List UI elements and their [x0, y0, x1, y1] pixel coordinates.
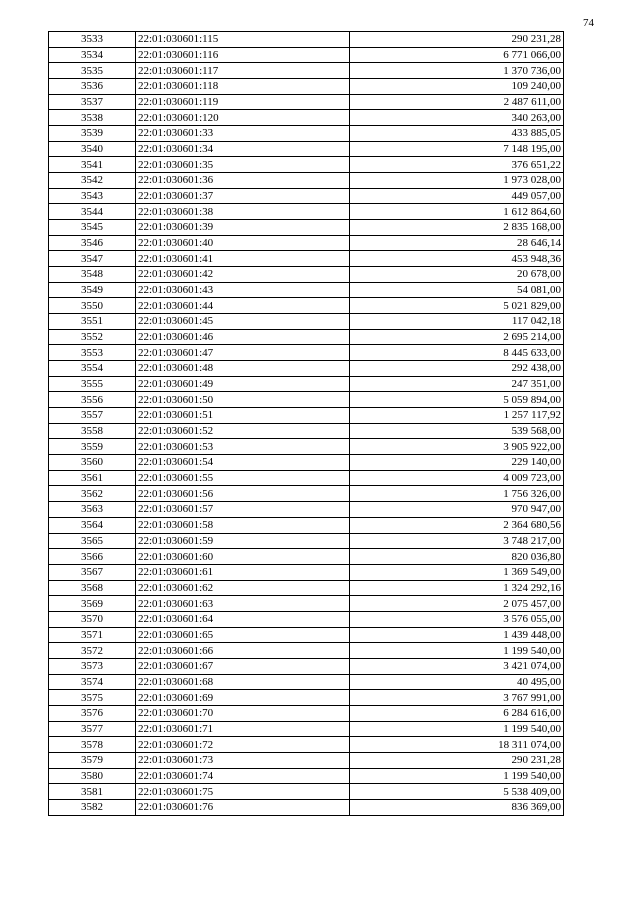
cadastral-number-cell: 22:01:030601:117 [136, 63, 350, 79]
cadastral-value-cell: 3 767 991,00 [350, 690, 564, 706]
table-row [49, 392, 564, 408]
table-row [49, 188, 564, 204]
row-number-cell: 3536 [49, 79, 136, 95]
cadastral-value-cell: 3 905 922,00 [350, 439, 564, 455]
cadastral-value-cell: 539 568,00 [350, 423, 564, 439]
row-number-cell: 3560 [49, 455, 136, 471]
cadastral-value-cell: 109 240,00 [350, 79, 564, 95]
cadastral-number-cell: 22:01:030601:71 [136, 721, 350, 737]
table-row [49, 455, 564, 471]
cadastral-value-cell: 2 487 611,00 [350, 94, 564, 110]
row-number-cell: 3534 [49, 47, 136, 63]
row-number-cell: 3582 [49, 799, 136, 815]
cadastral-value-table [48, 31, 564, 816]
row-number-cell: 3548 [49, 267, 136, 283]
row-number-cell: 3552 [49, 329, 136, 345]
table-row [49, 141, 564, 157]
cadastral-number-cell: 22:01:030601:65 [136, 627, 350, 643]
table-row [49, 611, 564, 627]
row-number-cell: 3575 [49, 690, 136, 706]
row-number-cell: 3542 [49, 173, 136, 189]
cadastral-value-cell: 6 771 066,00 [350, 47, 564, 63]
table-row [49, 674, 564, 690]
row-number-cell: 3559 [49, 439, 136, 455]
cadastral-value-cell: 3 576 055,00 [350, 611, 564, 627]
cadastral-number-cell: 22:01:030601:73 [136, 752, 350, 768]
table-row [49, 549, 564, 565]
row-number-cell: 3558 [49, 423, 136, 439]
cadastral-number-cell: 22:01:030601:37 [136, 188, 350, 204]
cadastral-value-cell: 5 059 894,00 [350, 392, 564, 408]
table-row [49, 580, 564, 596]
table-row [49, 345, 564, 361]
cadastral-value-cell: 1 439 448,00 [350, 627, 564, 643]
row-number-cell: 3549 [49, 282, 136, 298]
cadastral-value-cell: 3 421 074,00 [350, 658, 564, 674]
cadastral-value-cell: 2 695 214,00 [350, 329, 564, 345]
row-number-cell: 3538 [49, 110, 136, 126]
row-number-cell: 3550 [49, 298, 136, 314]
table-row [49, 157, 564, 173]
cadastral-value-cell: 1 973 028,00 [350, 173, 564, 189]
cadastral-number-cell: 22:01:030601:67 [136, 658, 350, 674]
cadastral-number-cell: 22:01:030601:34 [136, 141, 350, 157]
cadastral-number-cell: 22:01:030601:51 [136, 408, 350, 424]
table-row [49, 32, 564, 48]
table-row [49, 643, 564, 659]
cadastral-value-cell: 247 351,00 [350, 376, 564, 392]
cadastral-value-cell: 1 324 292,16 [350, 580, 564, 596]
cadastral-number-cell: 22:01:030601:48 [136, 361, 350, 377]
cadastral-value-cell: 970 947,00 [350, 502, 564, 518]
row-number-cell: 3570 [49, 611, 136, 627]
cadastral-number-cell: 22:01:030601:54 [136, 455, 350, 471]
cadastral-number-cell: 22:01:030601:70 [136, 705, 350, 721]
table-row [49, 126, 564, 142]
cadastral-number-cell: 22:01:030601:35 [136, 157, 350, 173]
table-row [49, 361, 564, 377]
row-number-cell: 3574 [49, 674, 136, 690]
cadastral-value-cell: 449 057,00 [350, 188, 564, 204]
table-row [49, 251, 564, 267]
row-number-cell: 3573 [49, 658, 136, 674]
cadastral-number-cell: 22:01:030601:62 [136, 580, 350, 596]
table-row [49, 737, 564, 753]
row-number-cell: 3539 [49, 126, 136, 142]
cadastral-number-cell: 22:01:030601:57 [136, 502, 350, 518]
cadastral-value-cell: 40 495,00 [350, 674, 564, 690]
cadastral-value-cell: 836 369,00 [350, 799, 564, 815]
cadastral-number-cell: 22:01:030601:55 [136, 470, 350, 486]
cadastral-number-cell: 22:01:030601:53 [136, 439, 350, 455]
row-number-cell: 3568 [49, 580, 136, 596]
table-row [49, 517, 564, 533]
cadastral-value-cell: 2 075 457,00 [350, 596, 564, 612]
table-row [49, 658, 564, 674]
cadastral-number-cell: 22:01:030601:39 [136, 220, 350, 236]
table-row [49, 596, 564, 612]
cadastral-number-cell: 22:01:030601:33 [136, 126, 350, 142]
cadastral-value-cell: 1 257 117,92 [350, 408, 564, 424]
cadastral-number-cell: 22:01:030601:120 [136, 110, 350, 126]
table-row [49, 282, 564, 298]
table-row [49, 486, 564, 502]
cadastral-number-cell: 22:01:030601:44 [136, 298, 350, 314]
table-row [49, 502, 564, 518]
row-number-cell: 3535 [49, 63, 136, 79]
table-row [49, 329, 564, 345]
row-number-cell: 3580 [49, 768, 136, 784]
cadastral-value-cell: 1 199 540,00 [350, 721, 564, 737]
row-number-cell: 3556 [49, 392, 136, 408]
row-number-cell: 3563 [49, 502, 136, 518]
cadastral-number-cell: 22:01:030601:68 [136, 674, 350, 690]
cadastral-value-cell: 340 263,00 [350, 110, 564, 126]
cadastral-number-cell: 22:01:030601:76 [136, 799, 350, 815]
row-number-cell: 3581 [49, 784, 136, 800]
table-row [49, 110, 564, 126]
row-number-cell: 3555 [49, 376, 136, 392]
cadastral-value-cell: 1 199 540,00 [350, 768, 564, 784]
cadastral-value-cell: 18 311 074,00 [350, 737, 564, 753]
cadastral-number-cell: 22:01:030601:52 [136, 423, 350, 439]
cadastral-number-cell: 22:01:030601:69 [136, 690, 350, 706]
table-row [49, 235, 564, 251]
cadastral-value-cell: 376 651,22 [350, 157, 564, 173]
cadastral-value-cell: 453 948,36 [350, 251, 564, 267]
cadastral-number-cell: 22:01:030601:46 [136, 329, 350, 345]
table-row [49, 721, 564, 737]
cadastral-value-cell: 2 364 680,56 [350, 517, 564, 533]
cadastral-number-cell: 22:01:030601:41 [136, 251, 350, 267]
table-row [49, 690, 564, 706]
table-row [49, 298, 564, 314]
cadastral-value-cell: 1 756 326,00 [350, 486, 564, 502]
row-number-cell: 3554 [49, 361, 136, 377]
table-row [49, 768, 564, 784]
cadastral-number-cell: 22:01:030601:74 [136, 768, 350, 784]
cadastral-number-cell: 22:01:030601:60 [136, 549, 350, 565]
cadastral-value-cell: 1 369 549,00 [350, 564, 564, 580]
cadastral-number-cell: 22:01:030601:58 [136, 517, 350, 533]
cadastral-value-cell: 28 646,14 [350, 235, 564, 251]
row-number-cell: 3569 [49, 596, 136, 612]
cadastral-value-cell: 290 231,28 [350, 752, 564, 768]
cadastral-number-cell: 22:01:030601:115 [136, 32, 350, 48]
row-number-cell: 3571 [49, 627, 136, 643]
row-number-cell: 3566 [49, 549, 136, 565]
row-number-cell: 3537 [49, 94, 136, 110]
cadastral-value-cell: 3 748 217,00 [350, 533, 564, 549]
cadastral-number-cell: 22:01:030601:75 [136, 784, 350, 800]
cadastral-value-cell: 5 538 409,00 [350, 784, 564, 800]
table-row [49, 784, 564, 800]
cadastral-number-cell: 22:01:030601:64 [136, 611, 350, 627]
row-number-cell: 3544 [49, 204, 136, 220]
table-row [49, 408, 564, 424]
cadastral-number-cell: 22:01:030601:119 [136, 94, 350, 110]
row-number-cell: 3533 [49, 32, 136, 48]
table-row [49, 423, 564, 439]
cadastral-number-cell: 22:01:030601:42 [136, 267, 350, 283]
cadastral-number-cell: 22:01:030601:66 [136, 643, 350, 659]
table-row [49, 376, 564, 392]
cadastral-value-cell: 290 231,28 [350, 32, 564, 48]
table-row [49, 314, 564, 330]
cadastral-number-cell: 22:01:030601:61 [136, 564, 350, 580]
row-number-cell: 3578 [49, 737, 136, 753]
row-number-cell: 3564 [49, 517, 136, 533]
cadastral-number-cell: 22:01:030601:59 [136, 533, 350, 549]
row-number-cell: 3557 [49, 408, 136, 424]
row-number-cell: 3572 [49, 643, 136, 659]
table-row [49, 705, 564, 721]
row-number-cell: 3553 [49, 345, 136, 361]
table-row [49, 799, 564, 815]
row-number-cell: 3546 [49, 235, 136, 251]
row-number-cell: 3577 [49, 721, 136, 737]
table-body [49, 32, 564, 816]
table-row [49, 79, 564, 95]
cadastral-number-cell: 22:01:030601:45 [136, 314, 350, 330]
row-number-cell: 3562 [49, 486, 136, 502]
cadastral-value-cell: 20 678,00 [350, 267, 564, 283]
cadastral-number-cell: 22:01:030601:116 [136, 47, 350, 63]
page-number: 74 [583, 17, 594, 29]
table-row [49, 63, 564, 79]
table-row [49, 204, 564, 220]
cadastral-value-cell: 6 284 616,00 [350, 705, 564, 721]
table-row [49, 627, 564, 643]
row-number-cell: 3551 [49, 314, 136, 330]
cadastral-number-cell: 22:01:030601:49 [136, 376, 350, 392]
row-number-cell: 3561 [49, 470, 136, 486]
row-number-cell: 3545 [49, 220, 136, 236]
table-row [49, 439, 564, 455]
cadastral-value-cell: 820 036,80 [350, 549, 564, 565]
cadastral-number-cell: 22:01:030601:50 [136, 392, 350, 408]
row-number-cell: 3579 [49, 752, 136, 768]
row-number-cell: 3576 [49, 705, 136, 721]
row-number-cell: 3567 [49, 564, 136, 580]
cadastral-value-cell: 1 199 540,00 [350, 643, 564, 659]
cadastral-value-cell: 7 148 195,00 [350, 141, 564, 157]
cadastral-number-cell: 22:01:030601:43 [136, 282, 350, 298]
cadastral-value-cell: 1 370 736,00 [350, 63, 564, 79]
cadastral-value-cell: 2 835 168,00 [350, 220, 564, 236]
cadastral-value-cell: 433 885,05 [350, 126, 564, 142]
cadastral-number-cell: 22:01:030601:72 [136, 737, 350, 753]
cadastral-number-cell: 22:01:030601:40 [136, 235, 350, 251]
cadastral-value-cell: 292 438,00 [350, 361, 564, 377]
cadastral-value-cell: 8 445 633,00 [350, 345, 564, 361]
cadastral-value-cell: 54 081,00 [350, 282, 564, 298]
table-row [49, 533, 564, 549]
row-number-cell: 3565 [49, 533, 136, 549]
cadastral-number-cell: 22:01:030601:36 [136, 173, 350, 189]
cadastral-value-cell: 4 009 723,00 [350, 470, 564, 486]
row-number-cell: 3543 [49, 188, 136, 204]
table-row [49, 220, 564, 236]
table-row [49, 47, 564, 63]
row-number-cell: 3547 [49, 251, 136, 267]
row-number-cell: 3541 [49, 157, 136, 173]
cadastral-value-cell: 1 612 864,60 [350, 204, 564, 220]
cadastral-number-cell: 22:01:030601:118 [136, 79, 350, 95]
cadastral-value-cell: 5 021 829,00 [350, 298, 564, 314]
row-number-cell: 3540 [49, 141, 136, 157]
cadastral-number-cell: 22:01:030601:56 [136, 486, 350, 502]
table-row [49, 564, 564, 580]
cadastral-value-cell: 117 042,18 [350, 314, 564, 330]
cadastral-number-cell: 22:01:030601:38 [136, 204, 350, 220]
cadastral-number-cell: 22:01:030601:47 [136, 345, 350, 361]
table-row [49, 173, 564, 189]
cadastral-number-cell: 22:01:030601:63 [136, 596, 350, 612]
table-row [49, 752, 564, 768]
table-row [49, 267, 564, 283]
table-row [49, 470, 564, 486]
cadastral-value-cell: 229 140,00 [350, 455, 564, 471]
table-row [49, 94, 564, 110]
